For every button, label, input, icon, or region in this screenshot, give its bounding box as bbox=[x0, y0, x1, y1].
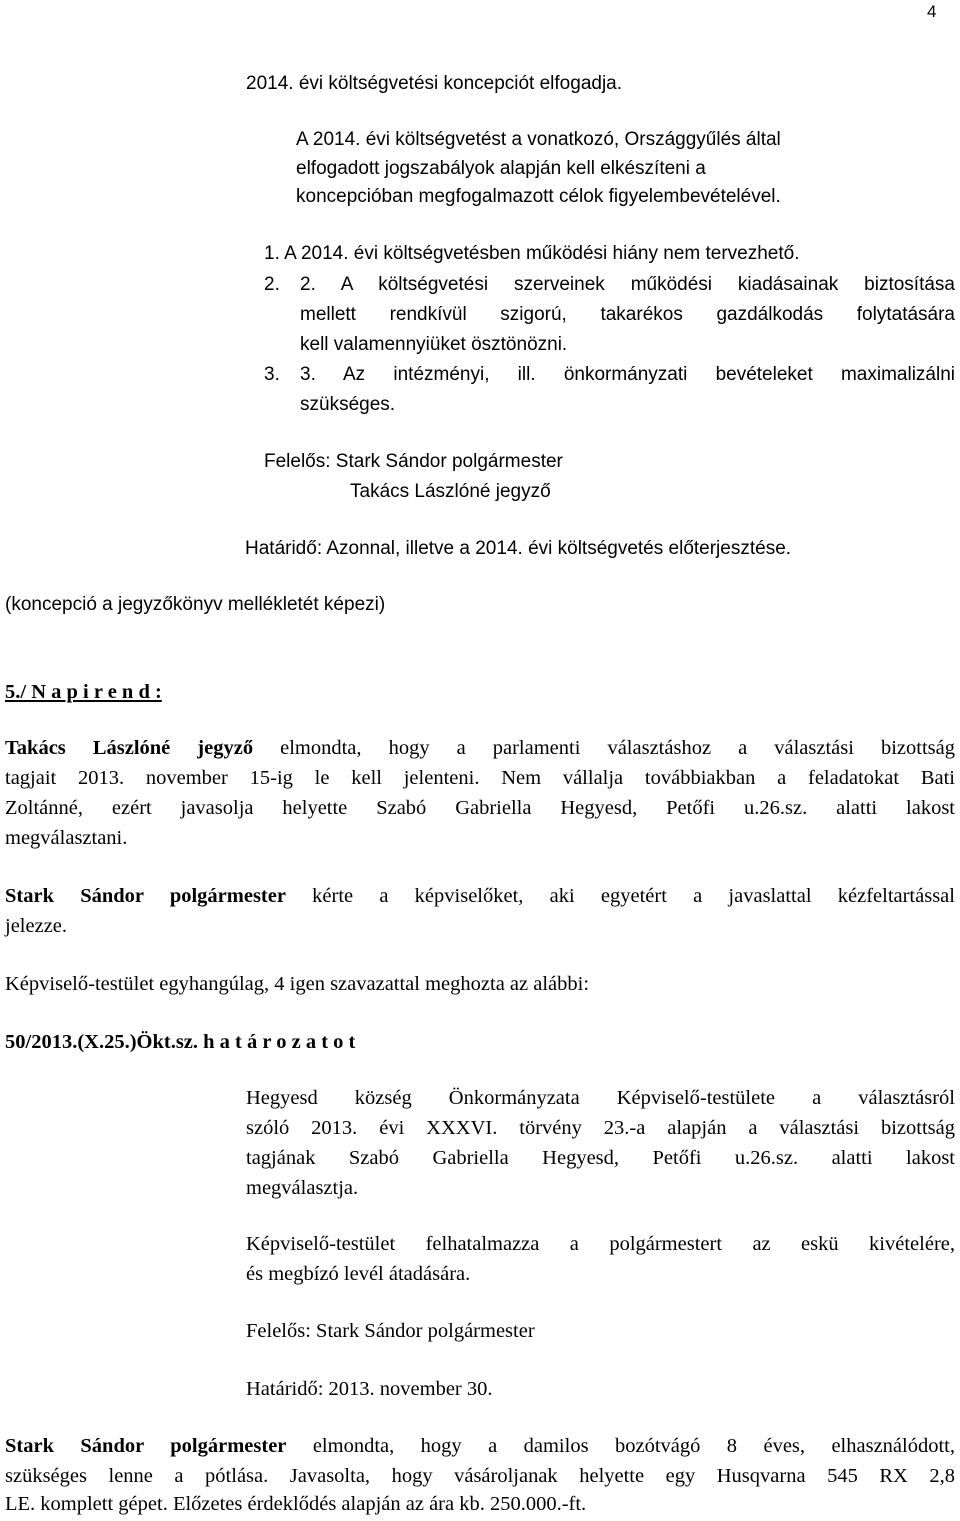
resolution-heading: 50/2013.(X.25.)Ökt.sz. h a t á r o z a t o t bbox=[5, 1031, 356, 1053]
intro-para-line-3: koncepcióban megfogalmazott célok figyelembevételével. bbox=[296, 186, 781, 207]
list-item-2-line-3: kell valamennyiüket ösztönözni. bbox=[300, 334, 568, 355]
list-item-3-number: 3. bbox=[264, 364, 280, 385]
deadline-1: Határidő: Azonnal, illetve a 2014. évi költségvetés előterjesztése. bbox=[245, 538, 792, 559]
resolution-line-4: megválasztja. bbox=[246, 1177, 359, 1199]
vote-statement: Képviselő-testület egyhangúlag, 4 igen szavazattal meghozta az alábbi: bbox=[5, 973, 590, 995]
intro-para-line-2: elfogadott jogszabályok alapján kell elkészíteni a bbox=[296, 158, 706, 179]
agenda-heading: 5./ N a p i r e n d : bbox=[5, 681, 162, 703]
list-item-2-number: 2. bbox=[264, 274, 280, 295]
resolution-line-2: szóló 2013. évi XXXVI. törvény 23.-a alapján a választási bizottság bbox=[246, 1117, 955, 1139]
paragraph-4-line-1: Stark Sándor polgármester elmondta, hogy a damilos bozótvágó 8 éves, elhasználódott, bbox=[5, 1435, 955, 1457]
resolution-line-3: tagjának Szabó Gabriella Hegyesd, Petőfi u.26.sz. alatti lakost bbox=[246, 1147, 955, 1169]
list-item-3-line-2: szükséges. bbox=[300, 394, 396, 415]
concept-note: (koncepció a jegyzőkönyv mellékletét képezi) bbox=[5, 594, 386, 615]
paragraph-2-line-2: jelezze. bbox=[5, 915, 68, 937]
paragraph-2-line-1: Stark Sándor polgármester kérte a képviselőket, aki egyetért a javaslattal kézfeltartással bbox=[5, 885, 955, 907]
responsible-1: Felelős: Stark Sándor polgármester bbox=[264, 451, 563, 472]
speaker-name: Takács Lászlóné jegyző bbox=[5, 737, 254, 759]
paragraph-4-line-2: szükséges lenne a pótlása. Javasolta, hogy vásároljanak helyette egy Husqvarna 545 RX 2,8 bbox=[5, 1465, 955, 1487]
intro-line: 2014. évi költségvetési koncepciót elfogadja. bbox=[246, 73, 623, 94]
resolution-line-6: és megbízó levél átadására. bbox=[246, 1263, 471, 1285]
resolution-line-5: Képviselő-testület felhatalmazza a polgármestert az eskü kivételére, bbox=[246, 1233, 955, 1255]
page-number: 4 bbox=[927, 2, 937, 21]
resolution-deadline: Határidő: 2013. november 30. bbox=[246, 1378, 493, 1400]
speaker-name: Stark Sándor polgármester bbox=[5, 885, 286, 907]
paragraph-1-line-2: tagjait 2013. november 15-ig le kell jelenteni. Nem vállalja továbbiakban a feladatokat Bati bbox=[5, 767, 955, 789]
list-item-2-line-2: mellett rendkívül szigorú, takarékos gazdálkodás folytatására bbox=[300, 304, 955, 325]
resolution-line-1: Hegyesd község Önkormányzata Képviselő-testülete a választásról bbox=[246, 1087, 955, 1109]
intro-para-line-1: A 2014. évi költségvetést a vonatkozó, Országgyűlés által bbox=[296, 129, 781, 150]
list-item-2-line-1: 2. A költségvetési szerveinek működési kiadásainak biztosítása bbox=[300, 274, 955, 295]
paragraph-1-line-4: megválasztani. bbox=[5, 827, 128, 849]
list-item-3-line-1: 3. Az intézményi, ill. önkormányzati bevételeket maximalizálni bbox=[300, 364, 955, 385]
paragraph-4-line-3: LE. komplett gépet. Előzetes érdeklődés alapján az ára kb. 250.000.-ft. bbox=[5, 1493, 587, 1515]
speaker-name: Stark Sándor polgármester bbox=[5, 1435, 287, 1457]
list-item-1: 1. A 2014. évi költségvetésben működési hiány nem tervezhető. bbox=[264, 243, 800, 264]
resolution-responsible: Felelős: Stark Sándor polgármester bbox=[246, 1320, 535, 1342]
paragraph-1-line-3: Zoltánné, ezért javasolja helyette Szabó Gabriella Hegyesd, Petőfi u.26.sz. alatti lakost bbox=[5, 797, 955, 819]
paragraph-1-line-1: Takács Lászlóné jegyző elmondta, hogy a parlamenti választáshoz a választási bizottság bbox=[5, 737, 955, 759]
responsible-2: Takács Lászlóné jegyző bbox=[350, 481, 551, 502]
